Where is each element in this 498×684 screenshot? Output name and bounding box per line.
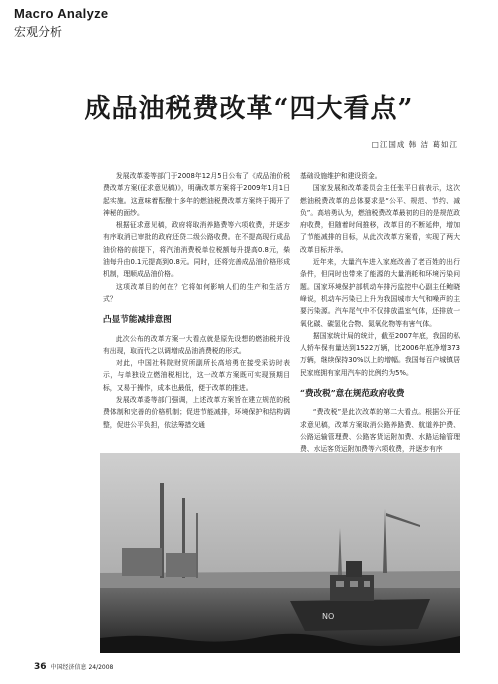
section-label-en: Macro Analyze — [14, 6, 109, 21]
section-heading: “费改税”意在规范政府收费 — [300, 389, 405, 400]
paragraph: 国家发展和改革委员会主任张平日前表示，这次燃油税费改革的总体要求是“公平、规范、节约、减负”。高培勇认为，燃油税费改革最初的目的是规范政府收费，但随着时间推移，改革目的不断延伸，增加了节能减排的目标，从此次改革方案看，实现了两大改革目标并举。 — [300, 184, 460, 254]
paragraph: 基础设施维护和建设资金。 — [300, 172, 382, 180]
paragraph: 发展改革委等部门强调，上述改革方案旨在建立规范的税费体制和完善的价格机制；促进节能减排，环境保护和结构调整，促进公平负担，依法筹措交通 — [103, 396, 290, 429]
journal-name: 中国经济信息 24/2008 — [50, 664, 114, 671]
paragraph: 此次公布的改革方案一大看点就是原先设想的燃油税并没有出现，取而代之以调增成品油消费税的形式。 — [103, 334, 290, 355]
section-label-cn: 宏观分析 — [14, 25, 63, 39]
paragraph: 根据征求意见稿，政府将取消养路费等六项收费，并逐步有序取消已审批的政府还贷二级公路收费。在不提高现行成品油价格的前提下，将汽油消费税单位税额每升提高0.8元，柴油每升由0.1元提高到0.8元。同时，还将完善成品油价格形成机制，理顺成品油价格。 — [103, 221, 290, 279]
paragraph: “费改税”是此次改革的第二大看点。根据公开征求意见稿，改革方案取消公路养路费、航道养护费、公路运输管理费、公路客货运附加费、水路运输管理费、水运客货运附加费等六项收费，并逐步有序 — [300, 408, 460, 454]
article-title: 成品油税费改革“四大看点” — [84, 94, 414, 124]
paragraph: 对此，中国社科院财贸所副所长高培勇在接受采访时表示，与单独设立燃油税相比，这一改革方案既可实现预期目标，又易于操作，成本也最低，便于改革的推进。 — [103, 359, 290, 392]
harbor-photo-graphic — [100, 453, 460, 653]
page-number: 36 — [34, 662, 47, 672]
ship-label: NO — [322, 612, 335, 621]
section-heading: 凸显节能减排意图 — [103, 315, 172, 326]
left-column — [103, 170, 290, 445]
harbor-photo — [100, 453, 460, 653]
paragraph: 近年来，大量汽车进入家庭改善了老百姓的出行条件，但同时也带来了能源的大量消耗和环境污染问题。国家环境保护部机动车排污监控中心副主任鲍晓峰说，机动车污染已上升为我国城市大气和噪声的主要污染源。汽车尾气中不仅排放温室气体，还排放一氧化碳、碳氢化合物、氮氧化物等有害气体。 — [300, 258, 460, 328]
article-authors: □江国成 韩 洁 葛如江 — [371, 140, 458, 149]
paragraph: 这项改革目的何在？它将如何影响人们的生产和生活方式？ — [103, 282, 290, 303]
paragraph: 发展改革委等部门于2008年12月5日公布了《成品油价税费改革方案(征求意见稿)》，明确改革方案将于2009年1月1日起实施。这意味着酝酿十多年的燃油税费改革方案终于揭开了神秘的面纱。 — [103, 172, 290, 217]
paragraph: 据国家统计局的统计，截至2007年底，我国的私人轿车保有量达到1522万辆，比2006年底净增373万辆，继续保持30%以上的增幅。我国每百户城镇居民家庭拥有家用汽车的比例约为5%。 — [300, 331, 460, 377]
right-column — [300, 170, 460, 454]
page-footer — [34, 662, 113, 672]
